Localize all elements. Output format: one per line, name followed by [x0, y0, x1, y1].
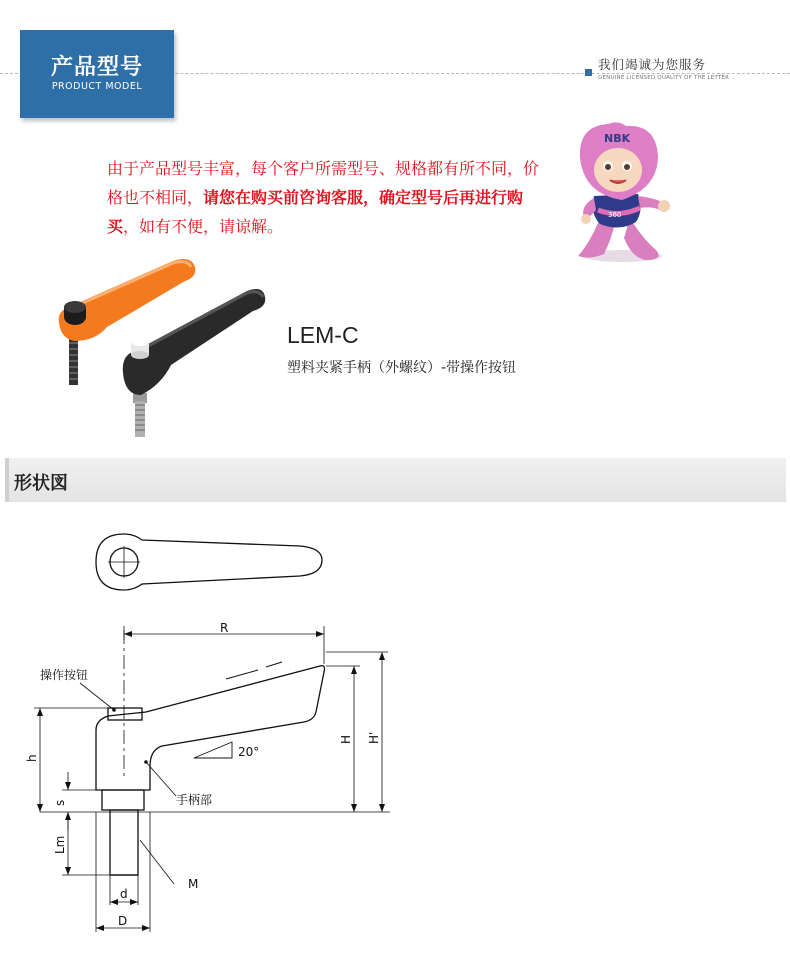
button-label: 操作按钮	[40, 668, 89, 682]
mascot-badge: 360	[608, 211, 622, 219]
dim-h-label: h	[25, 754, 39, 762]
dim-d-label: d	[120, 887, 128, 901]
notice-text-2: ，如有不便，请谅解。	[123, 217, 284, 236]
dim-D-label: D	[118, 914, 128, 928]
black-handle	[123, 289, 266, 437]
dim-H-label: H	[339, 734, 353, 744]
badge-title: 产品型号	[50, 55, 143, 80]
badge-subtitle: PRODUCT MODEL	[51, 81, 143, 92]
mascot-image	[560, 118, 680, 268]
service-slogan: 我们竭诚为您服务	[598, 57, 707, 72]
product-model-badge	[20, 30, 174, 118]
product-photo	[45, 255, 275, 445]
angle-label: 20°	[238, 745, 260, 759]
notice-text-1: 由于产品型号丰富，每个客户所需型号、规格都有所不同，价格也不相同，	[107, 159, 540, 207]
product-description: 塑料夹紧手柄（外螺纹）-带操作按钮	[287, 360, 517, 376]
service-square-icon	[585, 69, 592, 76]
dim-R-label: R	[220, 621, 229, 635]
shape-drawing	[0, 505, 420, 945]
service-slogan-en: GENUINE LICENSED QUALITY OF THE LETTER	[598, 75, 730, 81]
dim-H-prime-label: H'	[367, 731, 381, 744]
section-header	[5, 458, 786, 502]
section-title: 形状図	[14, 473, 68, 494]
product-model-code: LEM-C	[287, 322, 359, 348]
handle-part-label: 手柄部	[176, 793, 213, 807]
purchase-notice	[107, 154, 547, 241]
dim-M-label: M	[188, 877, 199, 891]
side-view-outline	[96, 666, 325, 790]
dim-s-label: s	[53, 799, 67, 806]
notice-text-bold: 请您在购买前咨询客服，确定型号后再进行购买	[107, 188, 524, 236]
mascot-label: NBK	[604, 132, 631, 145]
section-accent	[5, 458, 9, 502]
dim-Lm-label: Lm	[53, 835, 67, 854]
